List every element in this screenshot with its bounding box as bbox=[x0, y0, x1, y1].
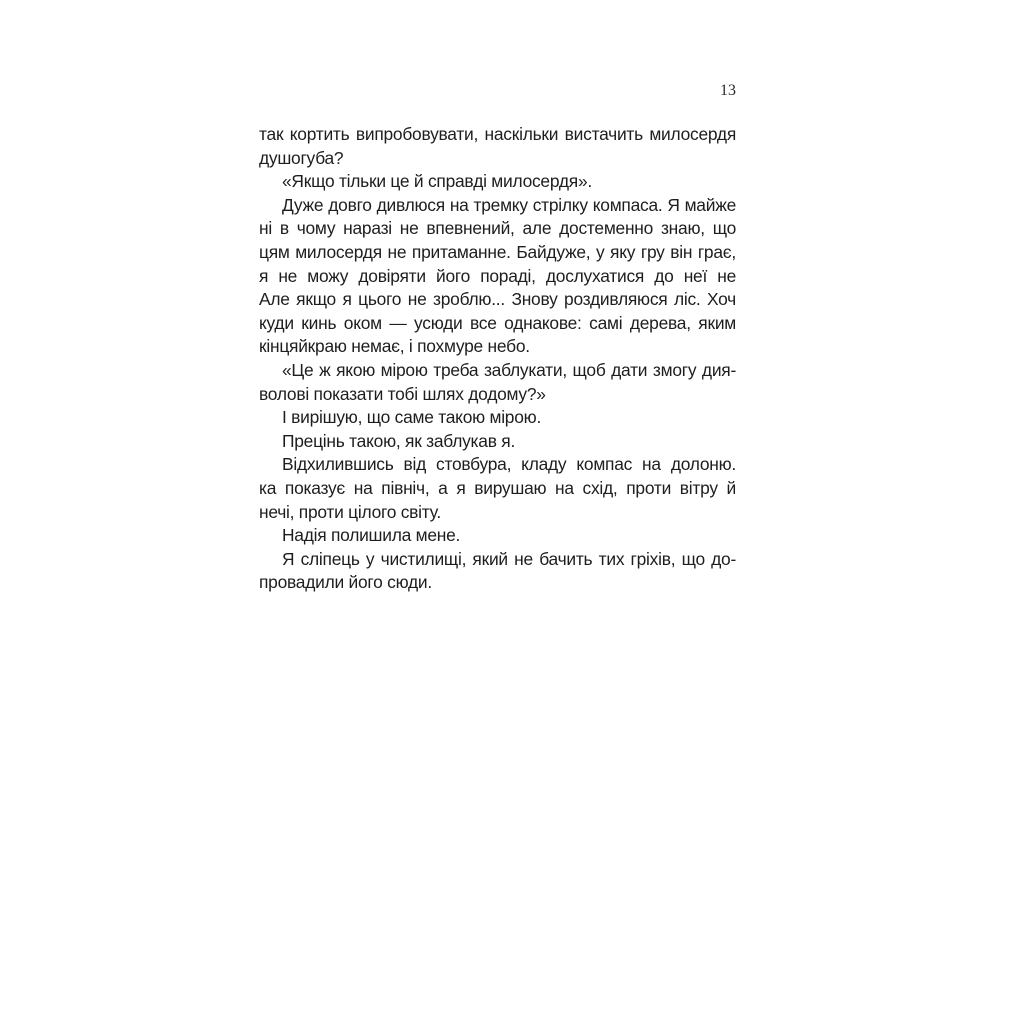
text-line: «Це ж якою мірою треба заблукати, щоб дати змогу дия- bbox=[282, 359, 736, 380]
text-line: душогуба? bbox=[259, 147, 344, 168]
text-line: так кортить випробовувати, наскільки вистачить милосердя bbox=[259, 124, 736, 144]
text-line: І вирішую, що саме такою мірою. bbox=[282, 407, 542, 428]
text-line: Надія полишила мене. bbox=[282, 525, 461, 546]
text-line: нечі, проти цілого світу. bbox=[259, 501, 441, 522]
text-line: я не можу довіряти його пораді, дослухатися до неї не bbox=[259, 265, 736, 286]
text-line: ка показує на північ, а я вирушаю на схід, проти вітру й bbox=[259, 477, 736, 498]
text-line: провадили його сюди. bbox=[259, 572, 432, 593]
text-line: Дуже довго дивлюся на тремку стрілку компаса. Я майже bbox=[282, 194, 736, 215]
text-line: Я сліпець у чистилищі, який не бачить тих гріхів, що до- bbox=[282, 548, 736, 569]
body-text bbox=[259, 123, 736, 595]
text-line: волові показати тобі шлях додому?» bbox=[259, 383, 546, 404]
text-line: цям милосердя не притаманне. Байдуже, у яку гру він грає, bbox=[259, 241, 736, 262]
text-line: Відхилившись від стовбура, кладу компас на долоню. bbox=[282, 454, 736, 475]
text-line: кінцяйкраю немає, і похмуре небо. bbox=[259, 336, 530, 357]
text-line: Але якщо я цього не зроблю... Знову роздивляюся ліс. Хоч bbox=[259, 289, 736, 310]
text-line: «Якщо тільки це й справді милосердя». bbox=[282, 171, 592, 192]
page-number: 13 bbox=[720, 82, 736, 99]
text-line: ні в чому наразі не впевнений, але достеменно знаю, що bbox=[259, 218, 736, 239]
text-line: куди кинь оком — усюди все однакове: самі дерева, яким bbox=[259, 312, 736, 333]
text-line: Прецінь такою, як заблукав я. bbox=[282, 430, 516, 451]
